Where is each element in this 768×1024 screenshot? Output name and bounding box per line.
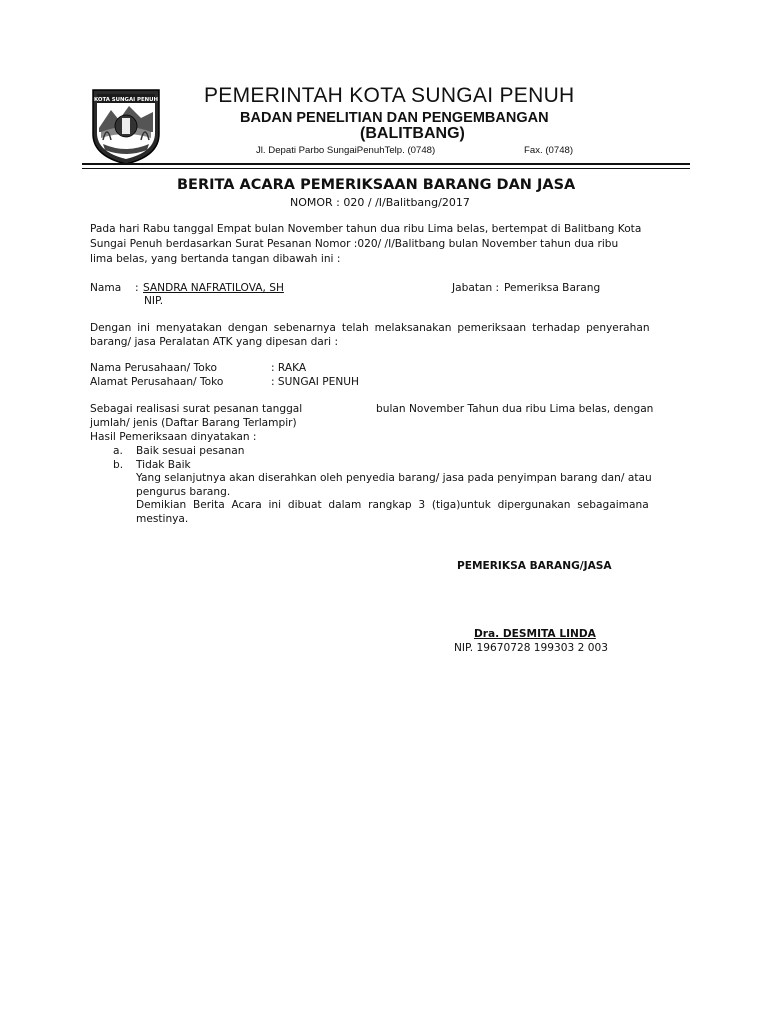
closing-line-2: mestinya. bbox=[136, 513, 189, 525]
realization-line-1-right: bulan November Tahun dua ribu Lima belas, dengan bbox=[376, 403, 654, 415]
agency-fax: Fax. (0748) bbox=[524, 145, 574, 156]
company-address-value: : SUNGAI PENUH bbox=[271, 376, 360, 388]
nip-label: NIP. bbox=[144, 295, 164, 307]
document-number: NOMOR : 020 / /I/Balitbang/2017 bbox=[290, 196, 470, 209]
intro-line-3: lima belas, yang bertanda tangan dibawah ini : bbox=[90, 253, 341, 265]
intro-line-1: Pada hari Rabu tanggal Empat bulan November tahun dua ribu Lima belas, bertempat di Balitbang Kota bbox=[90, 223, 642, 235]
signatory-name: SANDRA NAFRATILOVA, SH bbox=[143, 282, 284, 294]
agency-address: Jl. Depati Parbo SungaiPenuhTelp. (0748) bbox=[256, 145, 436, 156]
position-value: Pemeriksa Barang bbox=[504, 282, 601, 294]
company-label: Nama Perusahaan/ Toko bbox=[90, 362, 217, 374]
realization-line-2: jumlah/ jenis (Daftar Barang Terlampir) bbox=[90, 417, 297, 429]
city-emblem-logo bbox=[89, 88, 163, 166]
document-title: BERITA ACARA PEMERIKSAAN BARANG DAN JASA bbox=[177, 177, 576, 193]
signature-nip: NIP. 19670728 199303 2 003 bbox=[454, 642, 608, 654]
name-label: Nama bbox=[90, 282, 122, 294]
government-title: PEMERINTAH KOTA SUNGAI PENUH bbox=[204, 84, 575, 107]
closing-line-1: Demikian Berita Acara ini dibuat dalam rangkap 3 (tiga)untuk dipergunakan sebagaimana bbox=[136, 499, 649, 511]
result-item-good: Baik sesuai pesanan bbox=[136, 445, 245, 457]
statement-line-1: Dengan ini menyatakan dengan sebenarnya telah melaksanakan pemeriksaan terhadap penyerahan bbox=[90, 322, 650, 334]
signature-name: Dra. DESMITA LINDA bbox=[474, 628, 596, 640]
signature-role: PEMERIKSA BARANG/JASA bbox=[457, 560, 612, 572]
logo-text: KOTA SUNGAI PENUH bbox=[93, 97, 159, 103]
header-rule-thick bbox=[82, 163, 690, 165]
results-label: Hasil Pemeriksaan dinyatakan : bbox=[90, 431, 257, 443]
header-rule-thin bbox=[82, 168, 690, 169]
followup-line-2: pengurus barang. bbox=[136, 486, 231, 498]
agency-abbreviation: (BALITBANG) bbox=[360, 125, 465, 142]
statement-line-2: barang/ jasa Peralatan ATK yang dipesan dari : bbox=[90, 336, 339, 348]
result-item-marker-a: a. bbox=[113, 445, 123, 457]
name-separator: : bbox=[135, 282, 139, 294]
agency-name: BADAN PENELITIAN DAN PENGEMBANGAN bbox=[240, 110, 549, 126]
realization-line-1-left: Sebagai realisasi surat pesanan tanggal bbox=[90, 403, 303, 415]
followup-line-1: Yang selanjutnya akan diserahkan oleh penyedia barang/ jasa pada penyimpan barang dan/ atau bbox=[136, 472, 652, 484]
position-label: Jabatan : bbox=[452, 282, 500, 294]
result-item-marker-b: b. bbox=[113, 459, 124, 471]
company-value: : RAKA bbox=[271, 362, 307, 374]
intro-line-2: Sungai Penuh berdasarkan Surat Pesanan Nomor :020/ /I/Balitbang bulan November tahun dua ribu bbox=[90, 238, 619, 250]
result-item-not-good: Tidak Baik bbox=[136, 459, 191, 471]
company-address-label: Alamat Perusahaan/ Toko bbox=[90, 376, 224, 388]
